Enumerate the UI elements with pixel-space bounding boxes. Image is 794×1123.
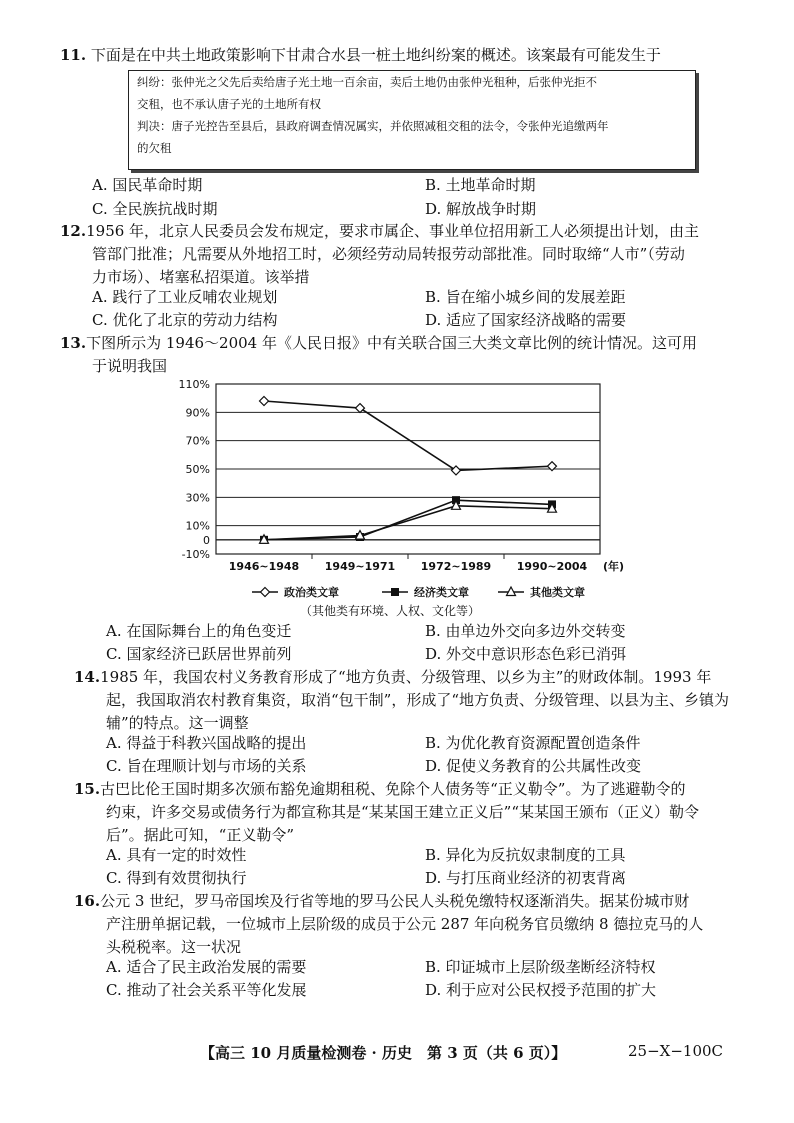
option-a: A. 践行了工业反哺农业规划 [92,288,278,306]
option-d: D. 与打压商业经济的初衷背离 [425,869,627,887]
question-text: 头税税率。这一状况 [106,938,242,956]
option-b: B. 由单边外交向多边外交转变 [425,622,626,640]
chart-grid [216,384,600,559]
question-text: 1956 年，北京人民委员会发布规定，要求市属企、事业单位招用新工人必须提出计划，由主 [86,222,700,240]
question-12-stem [60,220,760,289]
question-text: 下图所示为 1946～2004 年《人民日报》中有关联合国三大类文章比例的统计情况。这可用 [86,334,697,352]
y-tick-label: -10% [181,548,210,561]
legend-label: 政治类文章 [284,586,339,599]
question-number: 12. [60,222,87,240]
question-text: 起，我国取消农村教育集资，取消“包干制”，形成了“地方负责、分级管理、以县为主、乡镇为 [106,691,730,709]
series-line [264,506,552,540]
option-d: D. 适应了国家经济战略的需要 [425,311,627,329]
question-text: 1985 年，我国农村义务教育形成了“地方负责、分级管理、以乡为主”的财政体制。1993 年 [100,668,712,686]
option-d: D. 解放战争时期 [425,200,537,218]
question-number: 16. [74,892,101,910]
question-14-stem [74,666,764,735]
question-11-stem [60,44,760,67]
option-b: B. 异化为反抗奴隶制度的工具 [425,846,626,864]
question-number: 11. [60,46,87,64]
x-tick-label: 1990~2004 [516,560,588,573]
question-text: 力市场）、堵塞私招渠道。该举措 [92,268,310,286]
question-text: 后”。据此可知，“正义勒令” [106,826,295,844]
case-summary-box [128,70,696,170]
legend-label: 经济类文章 [414,586,469,599]
x-tick-label: 1949~1971 [324,560,396,573]
x-tick-label: 1972~1989 [420,560,492,573]
data-point [452,466,461,475]
box-line: 判决：唐子光控告至县后，县政府调查情况属实，并依照减租交租的法令，令张仲光追缴两年 [137,119,609,133]
y-tick-label: 90% [185,406,210,420]
option-d: D. 外交中意识形态色彩已消弭 [425,645,627,663]
option-c: C. 旨在理顺计划与市场的关系 [106,757,307,775]
question-16-stem [74,890,764,959]
chart-note: （其他类有环境、人权、文化等） [300,604,481,618]
data-point [260,397,269,406]
box-line: 交租，也不承认唐子光的土地所有权 [137,97,321,111]
y-tick-label: 50% [185,463,210,476]
question-text: 下面是在中共土地政策影响下甘肃合水县一桩土地纠纷案的概述。该案最有可能发生于 [90,46,661,64]
option-c: C. 优化了北京的劳动力结构 [92,311,278,329]
question-15-stem [74,778,764,847]
option-a: A. 国民革命时期 [92,176,203,194]
option-b: B. 为优化教育资源配置创造条件 [425,734,641,752]
question-text: 约束，许多交易或债务行为都宣称其是“某某国王建立正义后”“某某国王颁布（正义）勒令 [106,803,700,821]
x-axis-unit: (年) [603,560,625,573]
question-text: 管部门批准；凡需要从外地招工时，必须经劳动局转报劳动部批准。同时取缔“人市”（劳动 [92,245,685,263]
question-number: 14. [74,668,101,686]
box-line: 纠纷：张仲光之父先后卖给唐子光土地一百余亩，卖后土地仍由张仲光租种，后张仲光拒不 [137,75,597,89]
y-tick-label: 30% [185,491,210,505]
question-number: 13. [60,334,87,352]
option-a: A. 适合了民主政治发展的需要 [106,958,307,976]
box-line: 的欠租 [137,141,172,155]
footer-title: 【高三 10 月质量检测卷 · 历史 第 3 页（共 6 页）】 [200,1044,567,1062]
y-tick-label: 70% [185,434,210,448]
option-d: D. 利于应对公民权授予范围的扩大 [425,981,657,999]
data-point [356,404,365,413]
legend-marker [392,589,399,596]
x-tick-label: 1946~1948 [228,560,300,573]
question-text: 辅”的特点。这一调整 [106,714,249,732]
option-b: B. 土地革命时期 [425,176,536,194]
option-a: A. 具有一定的时效性 [106,846,247,864]
question-text: 古巴比伦王国时期多次颁布豁免逾期租税、免除个人债务等“正义勒令”。为了逃避勒令的 [100,780,686,798]
line-chart [160,372,660,604]
y-tick-label: 0 [203,533,210,547]
option-a: A. 得益于科教兴国战略的提出 [106,734,307,752]
question-text: 于说明我国 [92,357,168,375]
legend-marker [507,587,516,596]
legend-marker [261,588,270,597]
option-c: C. 全民族抗战时期 [92,200,218,218]
y-axis-ticks [179,378,210,561]
y-tick-label: 110% [178,378,210,391]
option-b: B. 旨在缩小城乡间的发展差距 [425,288,626,306]
option-c: C. 得到有效贯彻执行 [106,869,247,887]
legend-label: 其他类文章 [530,586,585,599]
chart-series [260,397,557,544]
y-tick-label: 10% [185,519,210,533]
option-a: A. 在国际舞台上的角色变迁 [106,622,292,640]
chart-legend [252,585,585,599]
question-text: 产注册单据记载，一位城市上层阶级的成员于公元 287 年向税务官员缴纳 8 德拉克马的人 [106,915,704,933]
series-line [264,401,552,470]
option-d: D. 促使义务教育的公共属性改变 [425,757,642,775]
footer-code: 25−X−100C [628,1042,724,1060]
question-text: 公元 3 世纪，罗马帝国埃及行省等地的罗马公民人头税免缴特权逐渐消失。据某份城市财 [100,892,690,910]
option-c: C. 推动了社会关系平等化发展 [106,981,307,999]
option-b: B. 印证城市上层阶级垄断经济特权 [425,958,656,976]
question-number: 15. [74,780,101,798]
option-c: C. 国家经济已跃居世界前列 [106,645,292,663]
x-axis-ticks [229,559,624,573]
